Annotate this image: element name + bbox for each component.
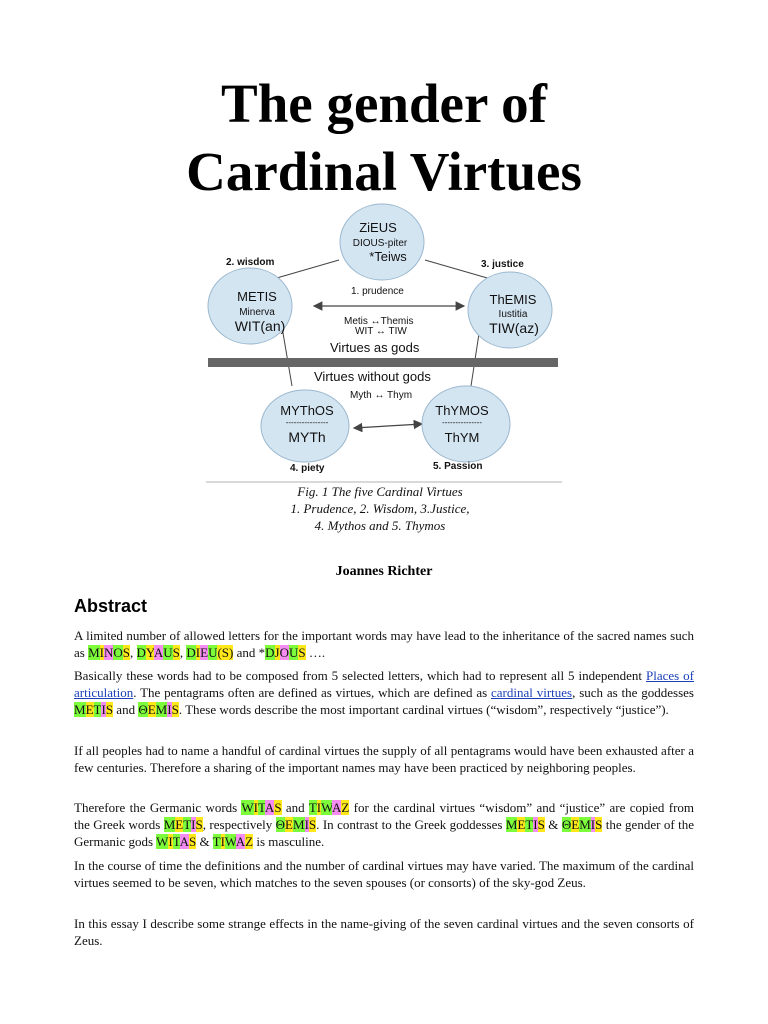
mythos-divider: ---------------- (285, 418, 329, 427)
hl-letter: I (168, 834, 173, 849)
mythos-germanic: MYTh (288, 429, 326, 445)
hl-letter: M (505, 817, 518, 832)
hl-letter: A (264, 800, 275, 815)
thymos-divider: --------------- (442, 418, 482, 427)
abstract-heading: Abstract (74, 596, 148, 616)
line-metis-mythos (282, 327, 292, 386)
highlight-tiwaz (213, 834, 253, 849)
themis-latin: Iustitia (498, 309, 528, 320)
text-run: . In contrast to the Greek goddesses (316, 817, 506, 832)
hl-letter: E (285, 817, 293, 832)
abstract-paragraph-6: In this essay I describe some strange effects in the name-giving of the seven cardinal virtues and the seven consorts of Zeus. (74, 916, 694, 948)
themis-germanic: TIW(az) (489, 320, 539, 336)
highlight-metis (74, 702, 113, 717)
hl-letter: M (155, 702, 168, 717)
label-virtues-as-gods: Virtues as gods (330, 340, 420, 355)
hl-letter: T (93, 702, 102, 717)
separator-bar (208, 358, 558, 367)
highlight-dieus (186, 645, 233, 660)
highlight-metis (506, 817, 545, 832)
hl-letter: S (195, 817, 203, 832)
text-run: is masculine. (253, 834, 325, 849)
text-run: & (196, 834, 213, 849)
thymos-name: ThYMOS (435, 403, 489, 418)
highlight-witas (156, 834, 196, 849)
hl-letter: I (304, 817, 309, 832)
highlight-minos (88, 645, 130, 660)
hl-letter: I (253, 800, 259, 815)
hl-letter: D (136, 645, 146, 660)
hl-letter: I (167, 702, 172, 717)
hl-letter: M (74, 702, 86, 717)
hl-letter: S (298, 645, 306, 660)
text-run: Therefore the Germanic words (74, 800, 242, 815)
abstract-paragraph-2 (74, 667, 694, 718)
highlight-metis (164, 817, 203, 832)
link-places-of-articulation[interactable]: Places of articulation (74, 668, 694, 700)
text-run: for the cardinal virtues “wisdom” and “justice” are copied from the Greek words (74, 800, 695, 832)
hl-letter: M (579, 817, 591, 832)
hl-letter: T (525, 817, 534, 832)
metis-germanic: WIT(an) (234, 318, 286, 334)
zeus-subname: DIOUS-piter (352, 238, 408, 249)
zeus-name: ZiEUS (359, 220, 397, 235)
text-run: …. (305, 645, 326, 660)
hl-letter: (S) (217, 645, 234, 660)
hl-letter: E (85, 702, 94, 717)
abstract-paragraph-3: If all peoples had to name a handful of cardinal virtues the supply of all pentagrams would have been exhausted after a few centuries. Therefore a sharing of the important names may have been practiced by neighboring peoples. (74, 743, 694, 775)
hl-letter: A (179, 834, 189, 849)
hl-letter: I (195, 645, 201, 660)
hl-letter: T (308, 800, 317, 815)
hl-letter: A (153, 645, 164, 660)
hl-letter: S (189, 834, 197, 849)
label-piety: 4. piety (290, 463, 325, 474)
hl-letter: Y (145, 645, 154, 660)
hl-letter: S (274, 800, 282, 815)
hl-letter: S (105, 702, 114, 717)
hl-letter: W (321, 800, 332, 815)
hl-letter: A (235, 834, 246, 849)
hl-letter: I (99, 645, 104, 660)
thymos-germanic: ThYM (444, 430, 480, 445)
highlight-witas (241, 800, 281, 815)
hl-letter: Z (341, 800, 350, 815)
text-run: , respectively (202, 817, 276, 832)
text-run: , (179, 645, 187, 660)
hl-letter: S (171, 702, 179, 717)
themis-name: ThEMIS (489, 292, 537, 307)
text-run: , such as the goddesses (572, 685, 694, 700)
abstract-paragraph-5: In the course of time the definitions and the number of cardinal virtues may have varied. The maximum of the cardinal virtues seemed to be seven, which matches to the seven spouses (or consorts) of the sky-god Zeus. (74, 858, 694, 890)
hl-letter: E (517, 817, 526, 832)
highlight-dyaus (137, 645, 180, 660)
hl-letter: I (316, 800, 322, 815)
hl-letter: S (122, 645, 131, 660)
hl-letter: I (191, 817, 196, 832)
label-passion: 5. Passion (433, 461, 483, 472)
hl-letter: T (172, 834, 180, 849)
hl-letter: U (208, 645, 218, 660)
hl-letter: T (183, 817, 192, 832)
text-run: . The pentagrams often are defined as virtues, which are defined as (133, 685, 491, 700)
hl-letter: Θ (138, 702, 148, 717)
relation-names: Metis ↔Themis (344, 316, 414, 327)
hl-letter: E (200, 645, 209, 660)
text-run: and (281, 800, 309, 815)
hl-letter: I (590, 817, 596, 832)
hl-letter: S (172, 645, 180, 660)
figure-caption-line-1: Fig. 1 The five Cardinal Virtues (297, 484, 463, 499)
highlight-themis (276, 817, 316, 832)
hl-letter: Θ (561, 817, 572, 832)
highlight-themis (562, 817, 602, 832)
hl-letter: W (156, 834, 169, 849)
figure-caption-line-3: 4. Mythos and 5. Thymos (314, 518, 446, 533)
hl-letter: U (288, 645, 299, 660)
cardinal-virtues-diagram (204, 200, 560, 484)
hl-letter: I (220, 834, 225, 849)
link-cardinal-virtues[interactable]: cardinal virtues (491, 685, 573, 700)
metis-name: METIS (237, 289, 277, 304)
label-wisdom: 2. wisdom (226, 257, 275, 268)
text-run: the gender of the Germanic gods (74, 817, 694, 849)
label-virtues-without-gods: Virtues without gods (314, 369, 431, 384)
hl-letter: W (241, 800, 254, 815)
hl-letter: M (163, 817, 176, 832)
relation-germanic: WIT ↔ TIW (355, 326, 407, 337)
label-prudence: 1. prudence (351, 286, 404, 297)
hl-letter: E (571, 817, 580, 832)
text-run: and * (233, 645, 266, 660)
hl-letter: M (88, 645, 100, 660)
metis-latin: Minerva (239, 307, 275, 318)
hl-letter: S (595, 817, 603, 832)
hl-letter: Θ (275, 817, 286, 832)
figure-caption-line-2: 1. Prudence, 2. Wisdom, 3.Justice, (290, 501, 470, 516)
highlight-djous (265, 645, 305, 660)
hl-letter: A (331, 800, 342, 815)
text-run: & (544, 817, 562, 832)
highlight-themis (138, 702, 178, 717)
hl-letter: I (533, 817, 538, 832)
hl-letter: E (175, 817, 184, 832)
text-run: A limited number of allowed letters for the important words may have lead to the inheritance of the sacred names such as (74, 628, 694, 660)
text-run: , (130, 645, 137, 660)
arrow-mythos-thymos (354, 424, 422, 428)
document-title-line-2: Cardinal Virtues (186, 141, 582, 202)
hl-letter: I (101, 702, 106, 717)
hl-letter: M (293, 817, 305, 832)
document-title-line-1: The gender of (221, 73, 547, 134)
text-run: . These words describe the most important cardinal virtues (“wisdom”, respectively “justice”). (178, 702, 669, 717)
text-run: and (113, 702, 139, 717)
mythos-name: MYThOS (280, 403, 334, 418)
label-justice: 3. justice (481, 259, 524, 270)
hl-letter: N (104, 645, 114, 660)
hl-letter: Z (245, 834, 254, 849)
diagram-svg (204, 200, 560, 484)
author-name: Joannes Richter (335, 564, 433, 579)
relation-myth-thym: Myth ↔ Thym (350, 390, 413, 401)
hl-letter: T (212, 834, 221, 849)
hl-letter: D (186, 645, 196, 660)
hl-letter: J (274, 645, 280, 660)
hl-letter: O (279, 645, 289, 660)
hl-letter: T (258, 800, 265, 815)
hl-letter: E (147, 702, 156, 717)
highlight-tiwaz (309, 800, 349, 815)
hl-letter: O (113, 645, 123, 660)
hl-letter: D (265, 645, 275, 660)
hl-letter: W (224, 834, 236, 849)
hl-letter: U (163, 645, 173, 660)
hl-letter: S (308, 817, 317, 832)
abstract-paragraph-1 (74, 627, 694, 661)
text-run: Basically these words had to be composed from 5 selected letters, which had to represent all 5 independent (74, 668, 646, 683)
zeus-germanic: *Teiws (369, 249, 407, 264)
hl-letter: S (537, 817, 545, 832)
abstract-paragraph-4 (74, 799, 694, 850)
